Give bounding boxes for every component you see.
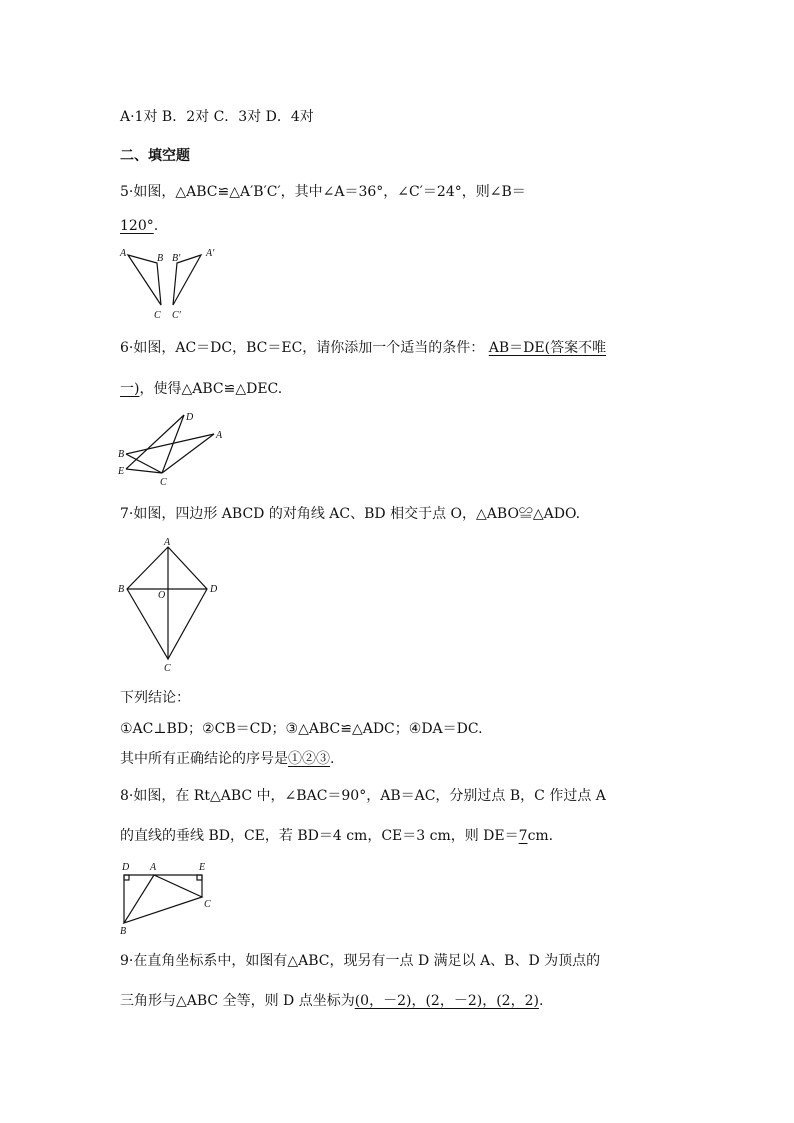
q8-right-angle-e — [197, 875, 202, 880]
q6-figure — [110, 405, 230, 487]
q6-line2 — [120, 378, 282, 398]
q7-quadrilateral — [127, 547, 207, 659]
q8-label-d: D — [122, 862, 130, 873]
q8-figure — [112, 855, 222, 937]
q9-answer: (0，－2)，(2，－2)，(2，2) — [354, 993, 539, 1009]
q9-line2-prefix: 三角形与△ABC 全等，则 D 点坐标为 — [120, 993, 355, 1009]
q4-options: A·1对 B．2对 C．3对 D．4对 — [120, 109, 314, 125]
q8-line2-end: cm. — [527, 828, 554, 844]
q5-answer-line — [120, 218, 158, 234]
q7-label-c: C — [164, 663, 171, 674]
q7-label-o: O — [158, 590, 166, 601]
q7-label-b: B — [118, 584, 125, 595]
q5-answer-end: . — [153, 218, 159, 234]
q7-question — [120, 748, 334, 768]
q9-line1: 9·在直角坐标系中，如图有△ABC，现另有一点 D 满足以 A、B、D 为顶点的 — [120, 953, 601, 969]
q7-answer: ①②③ — [288, 751, 330, 767]
q7-label-d: D — [210, 584, 218, 595]
q5-label-b2: B′ — [172, 253, 181, 264]
q8-line2-prefix: 的直线的垂线 BD，CE，若 BD＝4 cm，CE＝3 cm，则 DE＝ — [120, 828, 519, 844]
q7-answer-end: . — [330, 751, 335, 767]
q6-text-end: ，使得△ABC≌△DEC. — [139, 381, 283, 397]
q6-answer-part2: 一) — [120, 381, 140, 397]
q7-conclusions: ①AC⊥BD；②CB＝CD；③△ABC≌△ADC；④DA＝DC. — [120, 721, 483, 737]
q5-figure — [110, 242, 230, 324]
q6-label-d: D — [186, 412, 194, 423]
q8-right-angle-d — [124, 875, 129, 880]
q6-text: 6·如图，AC＝DC，BC＝EC，请你添加一个适当的条件： — [120, 340, 485, 356]
q6-answer-part1: AB＝DE(答案不唯 — [488, 340, 607, 356]
q7-question-prefix: 其中所有正确结论的序号是 — [120, 751, 288, 767]
q6-label-b: B — [118, 449, 125, 460]
q8-triangle-abc — [124, 875, 202, 923]
q5-label-a2: A′ — [206, 248, 215, 259]
q5-answer: 120° — [120, 218, 154, 234]
q9-answer-end: . — [538, 993, 544, 1009]
q7-label-a: A — [164, 537, 171, 548]
q7-text: 7·如图，四边形 ABCD 的对角线 AC、BD 相交于点 O，△ABO≌△ADO. — [120, 506, 581, 522]
q6-line1 — [120, 337, 606, 357]
q5-label-c: C — [154, 310, 161, 321]
q8-label-c: C — [204, 899, 211, 910]
q5-label-c2: C′ — [172, 310, 181, 321]
q8-line2 — [120, 825, 553, 845]
q5-label-a: A — [120, 248, 127, 259]
q7-conclusions-title: 下列结论： — [120, 690, 190, 706]
q6-label-c: C — [160, 477, 167, 487]
q8-label-a: A — [150, 862, 157, 873]
section-title: 二、填空题 — [120, 148, 190, 164]
q5-text: 5·如图，△ABC≌△A′B′C′，其中∠A＝36°，∠C′＝24°，则∠B＝ — [120, 184, 526, 200]
q5-label-b: B — [157, 253, 164, 264]
q6-label-e: E — [118, 466, 125, 477]
q8-label-e: E — [199, 862, 206, 873]
q6-label-a: A — [216, 430, 223, 441]
q6-line-de — [126, 415, 184, 469]
q8-label-b: B — [120, 926, 127, 937]
q7-figure — [112, 533, 232, 678]
q8-line1: 8·如图，在 Rt△ABC 中，∠BAC＝90°，AB＝AC，分别过点 B，C 作过点 A — [120, 788, 606, 804]
q9-line2 — [120, 990, 543, 1010]
q8-answer: 7 — [518, 828, 528, 844]
